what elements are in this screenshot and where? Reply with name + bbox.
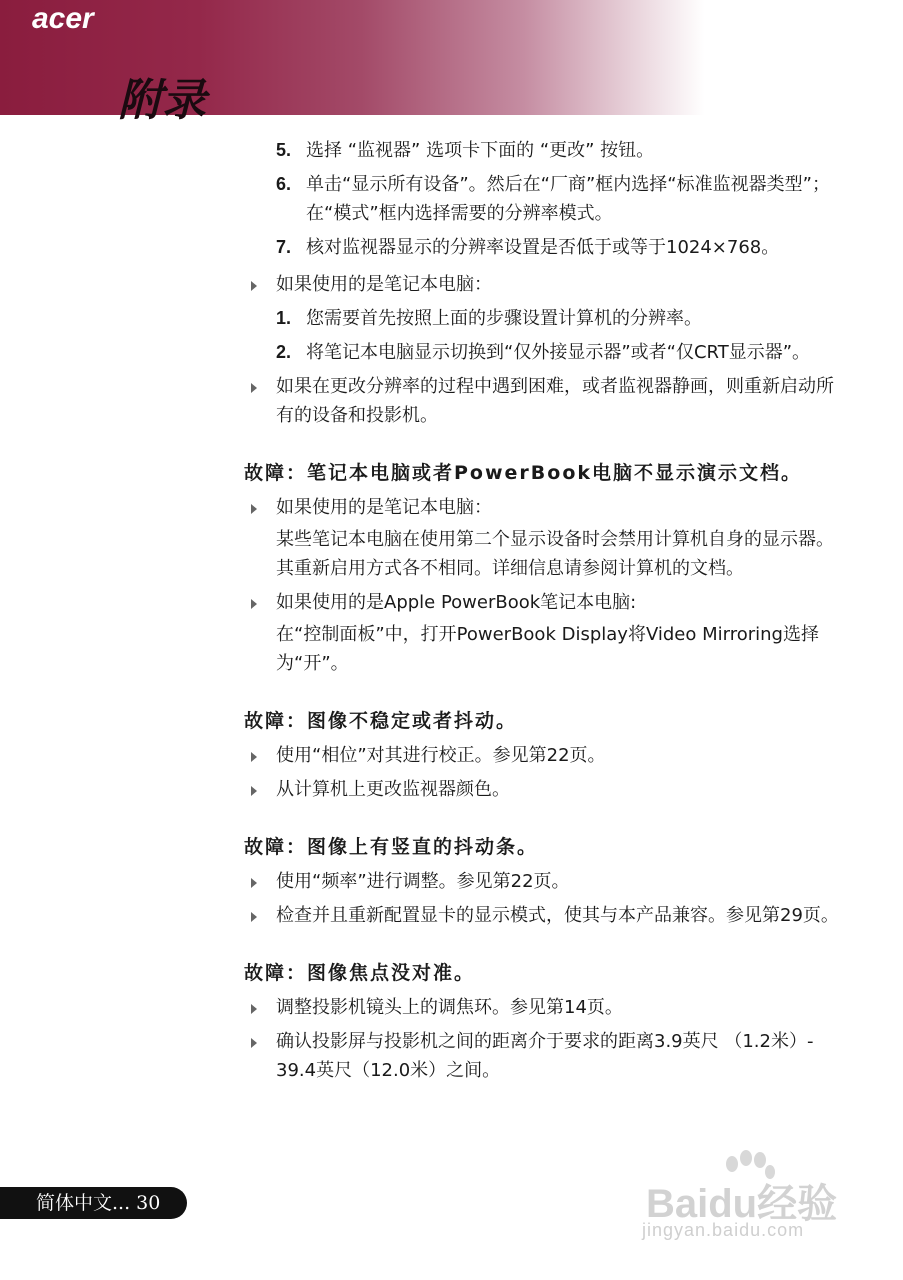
bullet-item: [244, 372, 844, 430]
fault-heading: 故障：笔记本电脑或者PowerBook电脑不显示演示文档。: [244, 462, 803, 484]
fault-heading: 故障：图像不稳定或者抖动。: [244, 710, 518, 732]
acer-logo: acer: [32, 2, 94, 35]
bullet-item: [244, 493, 844, 522]
bullet-item: [244, 867, 844, 896]
bullet-item: [244, 741, 844, 770]
step-item: [244, 304, 844, 333]
document-body: [244, 136, 844, 1085]
bullet-text: 如果在更改分辨率的过程中遇到困难，或者监视器静画，则重新启动所有的设备和投影机。: [276, 376, 834, 426]
step-number: 5.: [276, 140, 292, 160]
bullet-item: [244, 901, 844, 930]
bullet-arrow-icon: [251, 752, 257, 762]
section-title: 附录: [118, 75, 206, 126]
bullet-arrow-icon: [251, 1004, 257, 1014]
bullet-text: 调整投影机镜头上的调焦环。参见第14页。: [276, 997, 623, 1018]
bullet-text: 如果使用的是笔记本电脑：: [276, 274, 492, 295]
fault-heading: 故障：图像上有竖直的抖动条。: [244, 836, 539, 858]
step-text: 单击“显示所有设备”。然后在“厂商”框内选择“标准监视器类型”；在“模式”框内选择需要的分辨率模式。: [306, 174, 830, 224]
bullet-arrow-icon: [251, 504, 257, 514]
bullet-text: 使用“相位”对其进行校正。参见第22页。: [276, 745, 606, 766]
bullet-detail: 在“控制面板”中，打开PowerBook Display将Video Mirroring选择为“开”。: [276, 624, 819, 674]
bullet-arrow-icon: [251, 878, 257, 888]
bullet-text: 使用“频率”进行调整。参见第22页。: [276, 871, 570, 892]
bullet-text: 从计算机上更改监视器颜色。: [276, 779, 510, 800]
step-text: 选择 “监视器” 选项卡下面的 “更改” 按钮。: [306, 140, 655, 161]
bullet-text: 确认投影屏与投影机之间的距离介于要求的距离3.9英尺 （1.2米）- 39.4英尺（12.0米）之间。: [276, 1031, 814, 1081]
bullet-item: [244, 1027, 844, 1085]
bullet-text: 检查并且重新配置显卡的显示模式，使其与本产品兼容。参见第29页。: [276, 905, 839, 926]
bullet-item: [244, 775, 844, 804]
step-text: 您需要首先按照上面的步骤设置计算机的分辨率。: [306, 308, 702, 329]
bullet-arrow-icon: [251, 912, 257, 922]
step-number: 7.: [276, 237, 292, 257]
bullet-text: 如果使用的是笔记本电脑：: [276, 497, 492, 518]
step-number: 1.: [276, 308, 292, 328]
page-header-banner: [0, 0, 903, 126]
bullet-arrow-icon: [251, 599, 257, 609]
fault-heading: 故障：图像焦点没对准。: [244, 962, 476, 984]
page-number-tab: 简体中文... 30: [0, 1187, 187, 1219]
bullet-arrow-icon: [251, 281, 257, 291]
step-number: 2.: [276, 342, 292, 362]
watermark: [640, 1150, 880, 1250]
bullet-arrow-icon: [251, 383, 257, 393]
watermark-logo: Baidu经验: [646, 1182, 838, 1226]
step-item: [244, 170, 844, 228]
step-number: 6.: [276, 174, 292, 194]
bullet-arrow-icon: [251, 1038, 257, 1048]
bullet-arrow-icon: [251, 786, 257, 796]
step-item: [244, 233, 844, 262]
bullet-item: [244, 993, 844, 1022]
step-text: 将笔记本电脑显示切换到“仅外接显示器”或者“仅CRT显示器”。: [306, 342, 811, 363]
bullet-detail: 某些笔记本电脑在使用第二个显示设备时会禁用计算机自身的显示器。其重新启用方式各不相同。详细信息请参阅计算机的文档。: [276, 529, 834, 579]
step-item: [244, 136, 844, 165]
step-text: 核对监视器显示的分辨率设置是否低于或等于1024×768。: [306, 237, 780, 258]
bullet-text: 如果使用的是Apple PowerBook笔记本电脑:: [276, 592, 637, 613]
bullet-item: [244, 270, 844, 299]
bullet-item: [244, 588, 844, 617]
watermark-url: jingyan.baidu.com: [642, 1220, 805, 1240]
step-item: [244, 338, 844, 367]
